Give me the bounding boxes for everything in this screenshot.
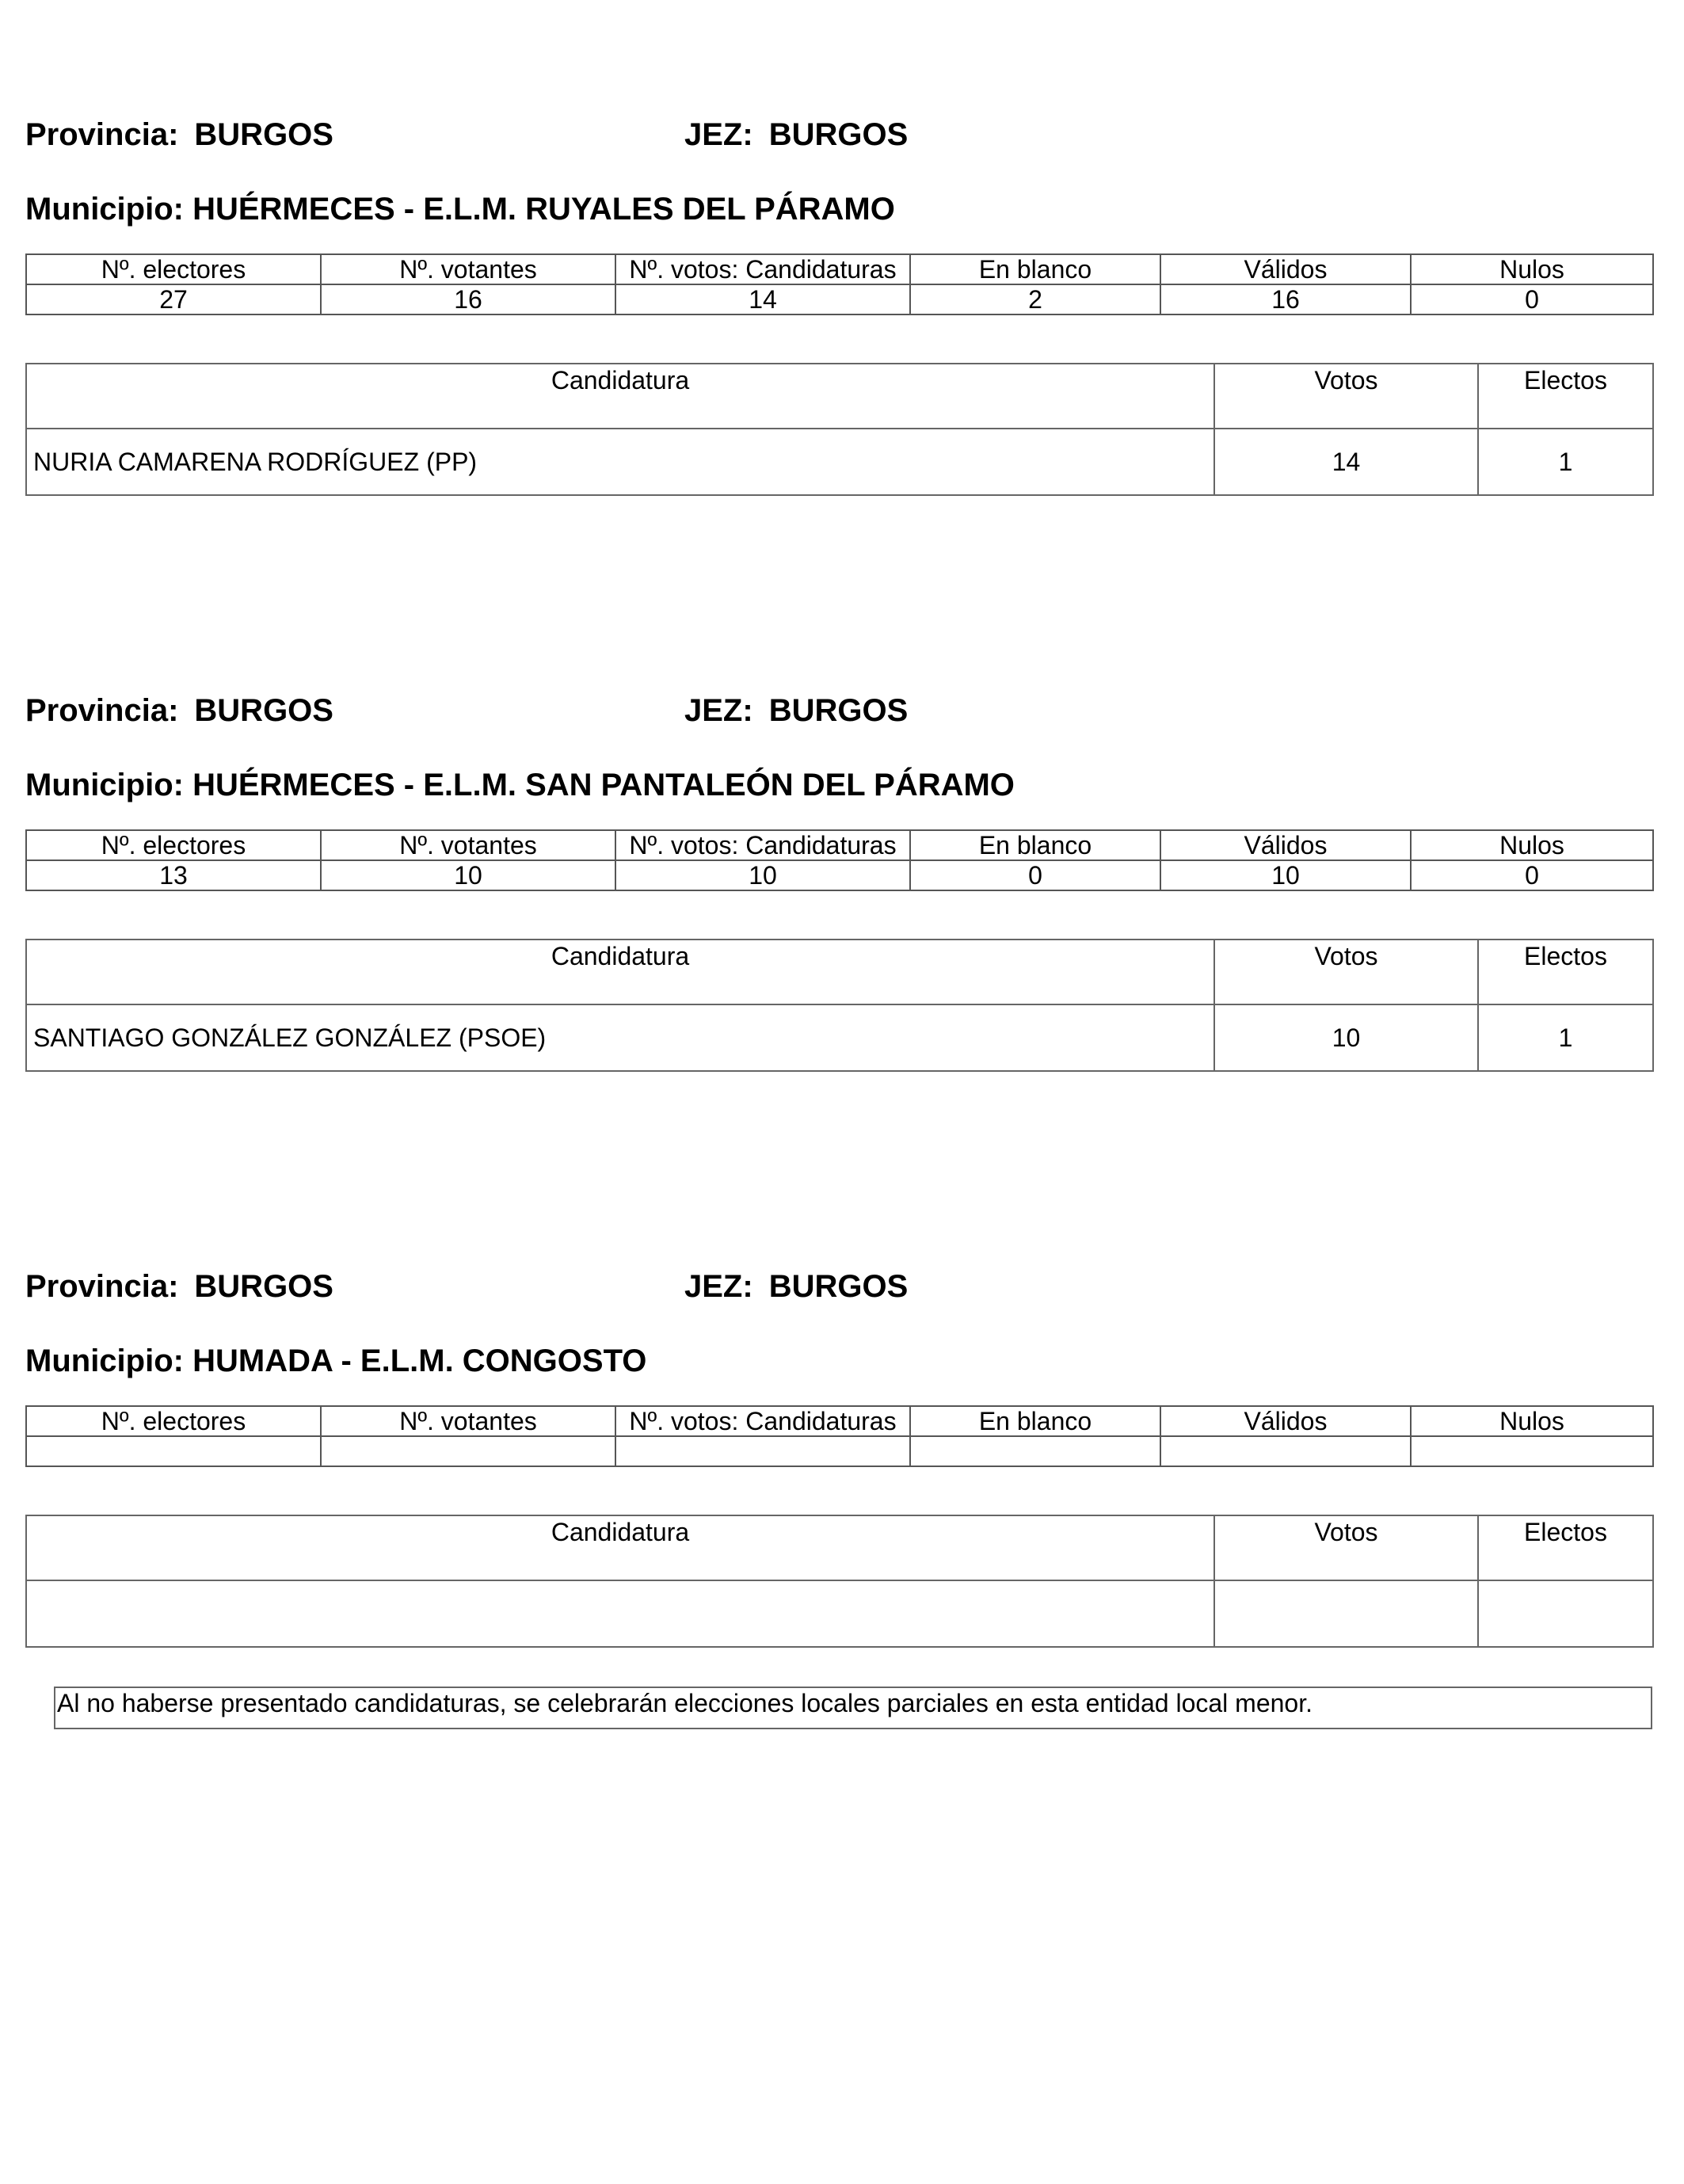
stats-value: 0	[910, 860, 1160, 890]
provincia-value: BURGOS	[194, 693, 333, 728]
stats-header: En blanco	[910, 1406, 1160, 1436]
provincia-value: BURGOS	[194, 1269, 333, 1304]
provincia-line	[25, 116, 333, 154]
stats-value: 13	[26, 860, 321, 890]
candidate-votos: 10	[1214, 1004, 1478, 1071]
stats-header: Nº. votos: Candidaturas	[615, 830, 910, 860]
jez-label: JEZ:	[684, 693, 753, 728]
provincia-label: Provincia:	[25, 1269, 179, 1304]
candidates-header-row	[26, 364, 1653, 429]
stats-value: 16	[1160, 284, 1411, 314]
electos-header: Electos	[1478, 364, 1653, 429]
stats-header: Nº. votantes	[321, 254, 615, 284]
stats-header: Nº. electores	[26, 830, 321, 860]
municipio-label: Municipio:	[25, 1344, 184, 1378]
jez-value: BURGOS	[768, 1269, 909, 1304]
municipio-value: HUÉRMECES - E.L.M. SAN PANTALEÓN DEL PÁRAMO	[192, 768, 1015, 802]
stats-header: Válidos	[1160, 254, 1411, 284]
stats-header: En blanco	[910, 830, 1160, 860]
stats-value: 10	[321, 860, 615, 890]
notice-box: Al no haberse presentado candidaturas, se celebrarán elecciones locales parciales en esta entidad local menor.	[54, 1687, 1652, 1729]
stats-value-row	[26, 1436, 1653, 1466]
candidate-electos: 1	[1478, 429, 1653, 495]
stats-value-row	[26, 284, 1653, 314]
stats-header: Nº. electores	[26, 254, 321, 284]
provincia-line	[25, 1267, 333, 1305]
candidates-table	[25, 1515, 1654, 1648]
stats-value	[910, 1436, 1160, 1466]
candidate-name: SANTIAGO GONZÁLEZ GONZÁLEZ (PSOE)	[26, 1004, 1214, 1071]
stats-header: Nº. votantes	[321, 830, 615, 860]
jez-line	[684, 1267, 908, 1305]
electos-header: Electos	[1478, 940, 1653, 1004]
stats-value: 27	[26, 284, 321, 314]
stats-header: En blanco	[910, 254, 1160, 284]
jez-label: JEZ:	[684, 1269, 753, 1304]
stats-header: Válidos	[1160, 830, 1411, 860]
stats-value	[321, 1436, 615, 1466]
stats-header: Nulos	[1411, 254, 1653, 284]
stats-header-row	[26, 1406, 1653, 1436]
stats-table	[25, 1405, 1654, 1467]
jez-line	[684, 692, 908, 730]
votos-header: Votos	[1214, 1515, 1478, 1580]
candidatura-header: Candidatura	[26, 940, 1214, 1004]
stats-header: Nº. votos: Candidaturas	[615, 1406, 910, 1436]
jez-line	[684, 116, 908, 154]
votos-header: Votos	[1214, 364, 1478, 429]
municipio-line	[25, 1342, 646, 1380]
candidates-header-row	[26, 940, 1653, 1004]
candidate-row	[26, 429, 1653, 495]
candidatura-header: Candidatura	[26, 364, 1214, 429]
stats-table	[25, 253, 1654, 315]
jez-label: JEZ:	[684, 117, 753, 152]
municipio-line	[25, 190, 895, 228]
municipio-label: Municipio:	[25, 768, 184, 802]
candidate-votos: 14	[1214, 429, 1478, 495]
votos-header: Votos	[1214, 940, 1478, 1004]
candidates-header-row	[26, 1515, 1653, 1580]
stats-header: Válidos	[1160, 1406, 1411, 1436]
electos-header: Electos	[1478, 1515, 1653, 1580]
candidatura-header: Candidatura	[26, 1515, 1214, 1580]
stats-value: 14	[615, 284, 910, 314]
candidates-table	[25, 363, 1654, 496]
stats-value: 10	[615, 860, 910, 890]
jez-value: BURGOS	[768, 693, 909, 728]
provincia-line	[25, 692, 333, 730]
provincia-label: Provincia:	[25, 117, 179, 152]
candidate-name	[26, 1580, 1214, 1647]
candidate-electos: 1	[1478, 1004, 1653, 1071]
stats-value: 2	[910, 284, 1160, 314]
stats-header: Nº. electores	[26, 1406, 321, 1436]
stats-value: 16	[321, 284, 615, 314]
candidate-electos	[1478, 1580, 1653, 1647]
municipio-line	[25, 766, 1015, 804]
stats-value-row	[26, 860, 1653, 890]
stats-header: Nulos	[1411, 830, 1653, 860]
stats-value: 10	[1160, 860, 1411, 890]
candidate-row	[26, 1004, 1653, 1071]
municipio-label: Municipio:	[25, 192, 184, 227]
jez-value: BURGOS	[768, 117, 909, 152]
stats-value	[1160, 1436, 1411, 1466]
stats-table	[25, 829, 1654, 891]
candidate-votos	[1214, 1580, 1478, 1647]
stats-header-row	[26, 254, 1653, 284]
stats-value	[26, 1436, 321, 1466]
municipio-value: HUÉRMECES - E.L.M. RUYALES DEL PÁRAMO	[192, 192, 895, 227]
stats-value	[1411, 1436, 1653, 1466]
candidates-table	[25, 939, 1654, 1072]
stats-value: 0	[1411, 860, 1653, 890]
municipio-value: HUMADA - E.L.M. CONGOSTO	[192, 1344, 647, 1378]
provincia-value: BURGOS	[194, 117, 333, 152]
stats-value	[615, 1436, 910, 1466]
stats-value: 0	[1411, 284, 1653, 314]
provincia-label: Provincia:	[25, 693, 179, 728]
stats-header-row	[26, 830, 1653, 860]
candidate-name: NURIA CAMARENA RODRÍGUEZ (PP)	[26, 429, 1214, 495]
candidate-row	[26, 1580, 1653, 1647]
stats-header: Nulos	[1411, 1406, 1653, 1436]
stats-header: Nº. votantes	[321, 1406, 615, 1436]
stats-header: Nº. votos: Candidaturas	[615, 254, 910, 284]
